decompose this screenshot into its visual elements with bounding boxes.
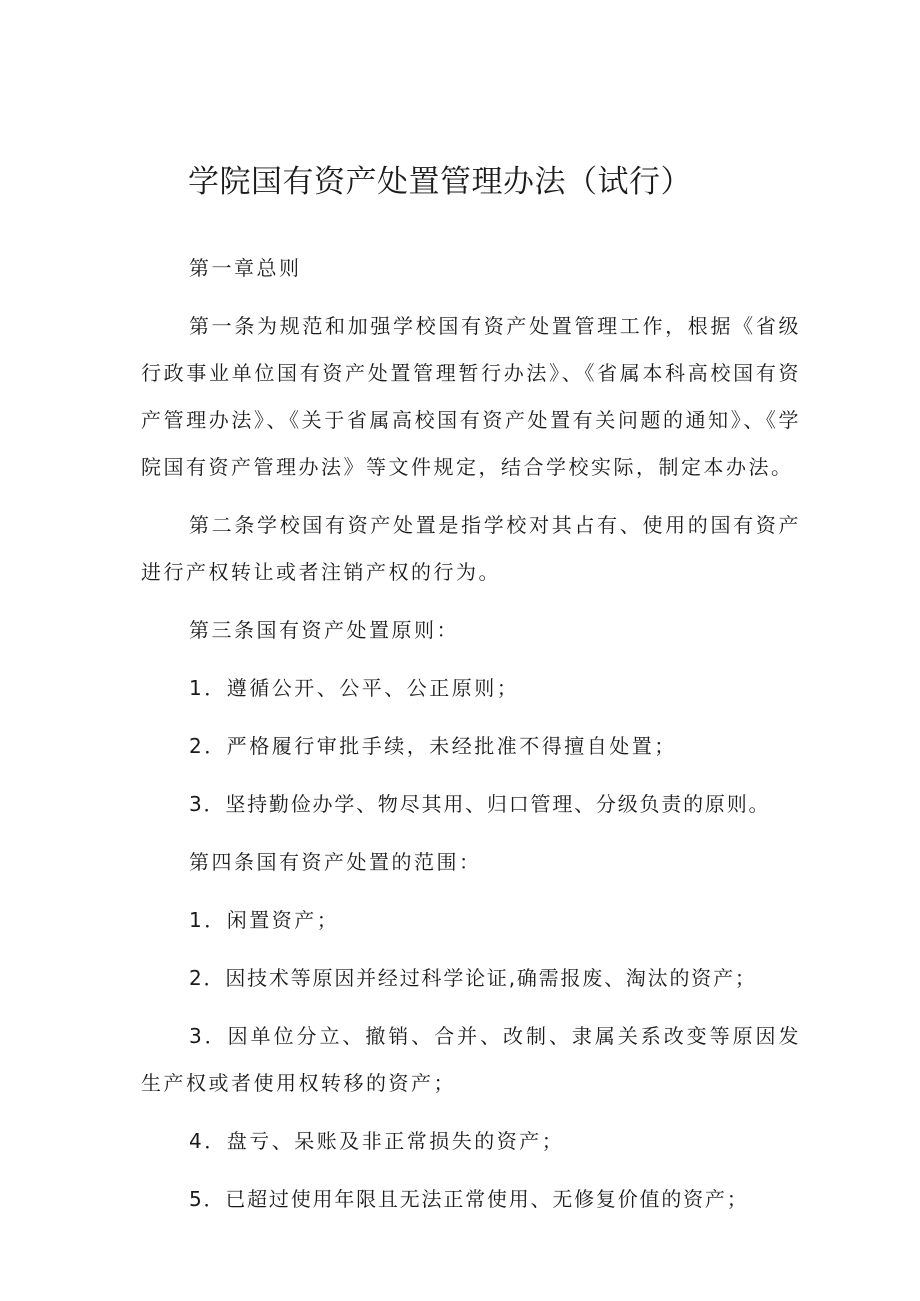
article-4: 第四条国有资产处置的范围： [189, 850, 482, 874]
chapter-heading: 第一章总则 [189, 256, 302, 280]
article-4-item-5: 5．已超过使用年限且无法正常使用、无修复价值的资产； [189, 1187, 749, 1211]
article-4-item-1: 1．闲置资产； [189, 908, 340, 932]
article-2: 第二条学校国有资产处置是指学校对其占有、使用的国有资产进行产权转让或者注销产权的行为。 [141, 513, 801, 584]
article-4-item-4: 4．盘亏、呆账及非正常损失的资产； [189, 1129, 565, 1153]
article-3: 第三条国有资产处置原则： [189, 618, 459, 642]
article-1: 第一条为规范和加强学校国有资产处置管理工作，根据《省级行政事业单位国有资产处置管理暂行办法》、《省属本科高校国有资产管理办法》、《关于省属高校国有资产处置有关问题的通知》、《学院国有资产管理办法》等文件规定，结合学校实际，制定本办法。 [141, 314, 801, 479]
article-4-item-3: 3．因单位分立、撤销、合并、改制、隶属关系改变等原因发生产权或者使用权转移的资产； [141, 1024, 801, 1095]
article-4-item-2: 2．因技术等原因并经过科学论证,确需报废、淘汰的资产； [189, 966, 757, 990]
article-3-item-3: 3．坚持勤俭办学、物尽其用、归口管理、分级负责的原则。 [189, 792, 771, 816]
document-body [141, 245, 801, 1234]
article-3-item-2: 2．严格履行审批手续，未经批准不得擅自处置； [189, 734, 677, 758]
article-3-item-1: 1．遵循公开、公平、公正原则； [189, 676, 520, 700]
document-title: 学院国有资产处置管理办法（试行） [188, 164, 692, 200]
